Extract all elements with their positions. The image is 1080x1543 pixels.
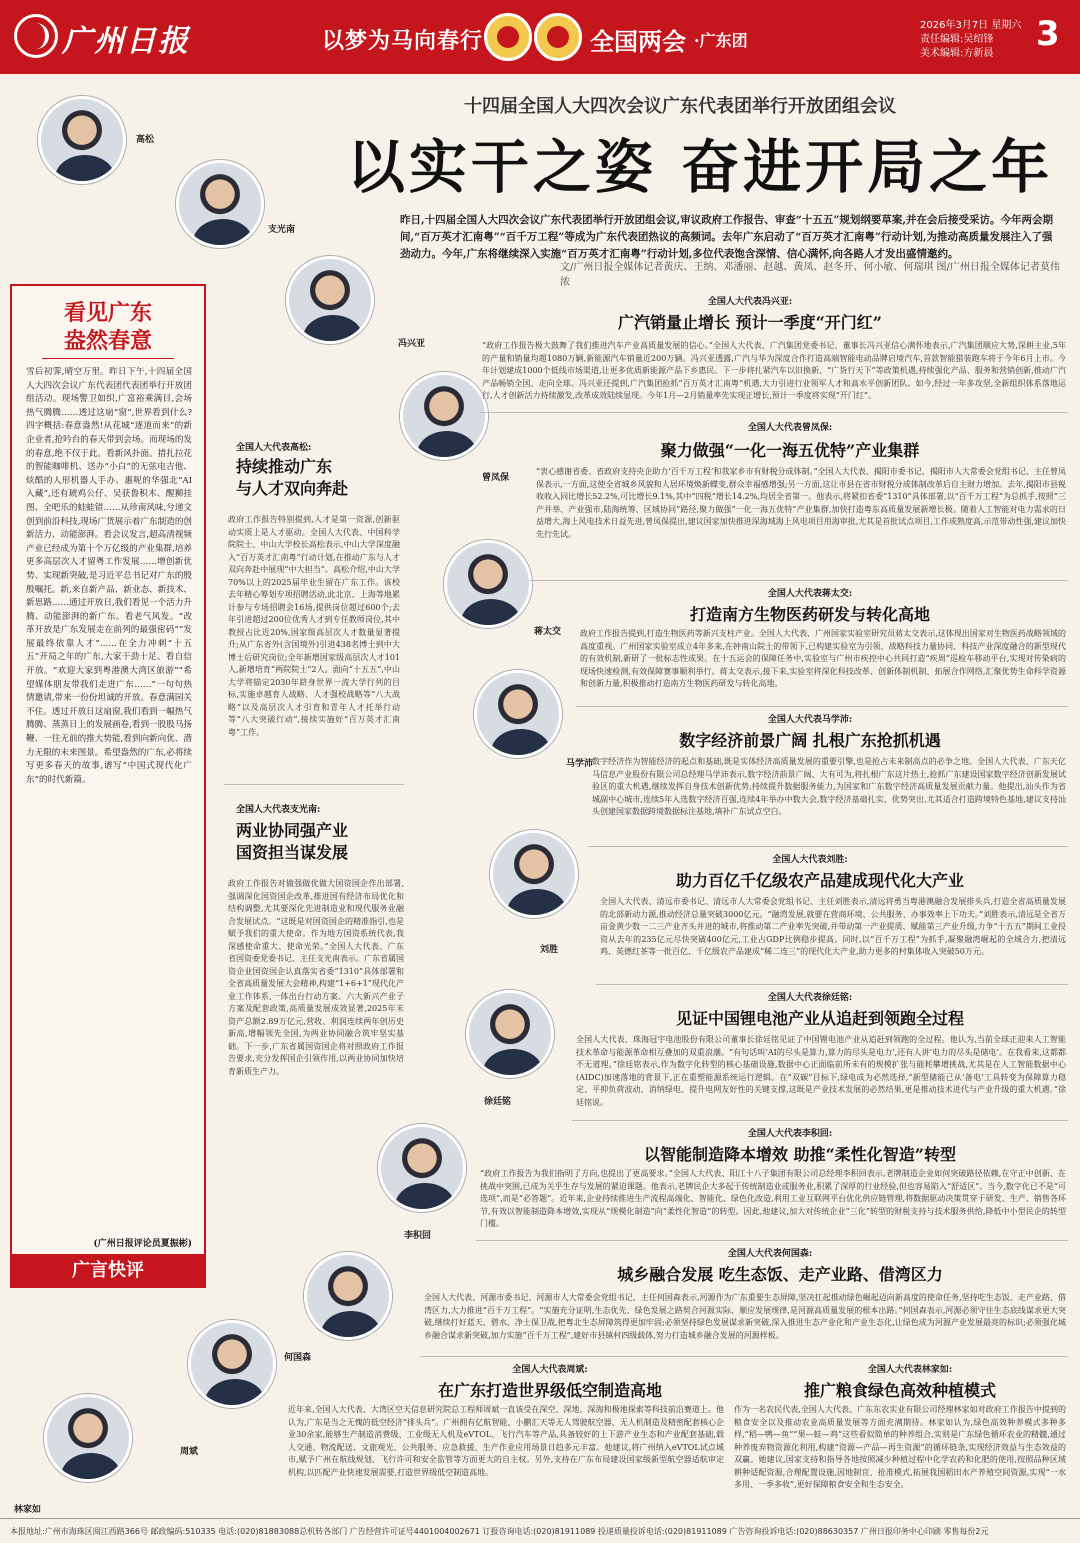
story-body-lijihui: “政府工作报告为我们指明了方向,也提出了更高要求。”全国人大代表、阳江十八子集团有限公司总经理李积回表示,老牌制造企业如何突破路径依赖,在守正中创新、在挑战中突围,已成为关乎生存与发展的紧迫课题。他表示,老牌民企大多起于传统制造业或服务业,积累了深厚的行业经验,但也容易陷入“舒适区”。当今,数字化已不是“可选项”,而是“必答题”。近年来,企业持续推进生产流程高端化、智能化、绿色化改造,利用工业互联网平台优化供应链管理,将数据驱动决策贯穿于研发、生产、销售各环节,有效以智能制造降本增效,实现从“规模化制造”向“柔性化智造”的转型。因此,他建议,加大对传统企业“三化”转型的财税支持与技术服务供给,降低中小型民企的转型门槛。 [480,1169,1066,1228]
lead-headline: 以实干之姿 奋进开局之年 [346,133,1054,201]
newspaper-logo-icon [14,14,58,58]
story-kicker-xutingming: 全国人大代表徐廷铭: [767,993,853,1003]
rep-photo-zengfengbao [400,372,488,460]
masthead [0,0,1080,74]
story-kicker-liusheng: 全国人大代表刘胜: [772,855,848,865]
story-title-lijihui: 以智能制造降本增效 助推“柔性化智造”转型 [644,1145,956,1164]
art-editor: 美术编辑:方新晨 [920,48,994,59]
story-title-fengxingya: 广汽销量止增长 预计一季度“开门红” [618,313,882,332]
rep-photo-gaosong [38,96,126,184]
lead-kicker: 十四届全国人大四次会议广东代表团举行开放团组会议 [464,96,896,117]
story-body-gaosong: 政府工作报告特别提到,人才是第一资源,创新驱动实质上是人才驱动。全国人大代表、中国科学院院士、中山大学校长高松表示,中山大学深度融入“百万英才汇南粤”行动计划,在推动广东与人才双向奔赴中展现“中大担当”。高松介绍,中山大学70%以上的2025届毕业生留在广东工作。该校去年精心筹划专项招聘活动,此北京、上海等地累计参与专场招聘会16场,提供岗位超过600个;去年引进超过200位优秀人才到专任教师岗位,其中教授占比近20%,国家级高层次人才数量显著提升;从广东省外(含国境外)引进438名博士到中大博士后研究岗位;全年新增国家级高层次人才101人,新增培育“两院院士”2人。面向“十五五”,中山大学将锚定2030年跻身世界一流大学行列的目标,实施卓越育人战略、人才强校战略等“八大战略”以及高层次人才引育和青年人才托举行动等“八大突破行动”,接续实施好“百万英才汇南粤”工作。 [228,515,400,737]
story-kicker-jiangtaijiao: 全国人大代表蒋太交: [767,589,853,599]
commentary-body: 雪后初霁,晴空万里。昨日下午,十四届全国人大四次会议广东代表团代表团举行开放团组活动。现场警卫如织,广富裕乘满目,会场热气腾腾……透过这扇“窗”,世界看到什么?四字概括:春意盎然!从花城“逐道而来”的新企业者,抢吟台的春天带到会场。而现场的发的春意,绝不仅于此。看新风扑面。措扎拉花的智能咖啡机、送办“小白”的无弦电吉他、炫酷的人形机器人手办、惠呢的华强北“AI入藏”,还有琥鸡公仔、吴获鲁积木、醒狮挂图、全吧乐的蛙蛙错……从珍南风味,兮递文创到前沿科技,现场广货展示着广东制造的创新活力、动能澎湃。看会议发言,超高清视频产业已经成为第十个万亿级的产业集群,培养更多高层次人才留粤工作发展……增创新优势、实现新突破,是习近平总书记对广东的殷殷嘱托。新,来自新产品、新业态、新技术、新思路……通过开放日,我们看见一个活力升腾、动能澎湃的新广东。看老气风发。“改革开放是广东发展走在前列的最强密码”“发展最终依靠人才”……在全力冲刺“十五五”开局之年的广东,大家干劲十足。看自信开放。“欢迎大家到粤港澳大湾区旅游”“希望媒体朋友带我们走进广东……”一句句热情邀请,带来一份份坦诚的开放。春意满园关不住。透过开放日这扇窗,我们看到一幅热气腾腾、蒸蒸日上的发展画卷,看到一股股马扬鞭、一往无前的推大势能,看到向新向优、潜力无限的未来图景。希望盎然的广东,必将续写更多春天的故事,谱写“中国式现代化广东”的时代新篇。 [26,367,193,785]
divider [576,706,1068,707]
story-body-liusheng: 全国人大代表、清远市委书记、清远市人大常委会党组书记、主任刘胜表示,清远将勇当粤港澳融合发展排头兵,打造全省高质量发展的北部新动力源,推动经济总量突破3000亿元。“融湾发展,就要在营商环境、公共服务、办事效率上下功夫。”刘胜表示,清远是全省万亩金黄少数一二三产业齐头并进的城市,将推动第二产业率先突破,并带动第一产业提质、赋能第三产业升级,力争“十五五”期间工业投资从去年的235亿元尽快突破400亿元,工业占GDP比例稳步提高。同时,以“百千万工程”为抓手,凝聚融湾崛起的全域合力,把清远鸡、英德红茶等一批百亿、千亿级农产品建成“稀二连三”的现代化大产业,助力更多的村集体收入突破50万元。 [600,897,1066,956]
divider [588,846,1068,847]
story-title-liusheng: 助力百亿千亿级农产品建成现代化大产业 [675,871,964,890]
story-body-zhoubin: 近年来,全国人大代表、大湾区空天信息研究院总工程师周斌一直该受在深空、深地、深海和极地探索等科技前沿赛道上。他认为,广东是当之无愧的低空经济“排头兵”。广州拥有亿航智能、小鹏汇天等无人驾驶航空器、无人机制造及精密配套核心企业30余家,能够生产制造消费级、工业级无人机及eVTOL、飞行汽车等产品,具备较好的上下游产业生态和产业配套基础,载人交通、物流配送、文旅观光、公共服务、应急救援、生产作业应用场景日趋多元丰富。他建议,将广州纳入eVTOL试点城市,赋予广州在航线规划、飞行许可和安全监管等方面更大的自主权。另外,支持在广东布局建设国家级新型航空器适航审定机构,以匹配产业快速发展需要,打造世界级低空制造高地。 [288,1405,724,1477]
rep-photo-xutingming [466,990,554,1078]
story-kicker-lijihui: 全国人大代表李积回: [747,1129,833,1139]
story-kicker-zengfengbao: 全国人大代表曾凤保: [747,423,833,433]
rep-photo-liusheng [490,830,578,918]
national-emblem-icon [484,13,532,61]
commentary-title-line1: 看见广东 [63,300,152,326]
section-title: 全国两会 [590,27,686,56]
story-title-gaosong-line2: 与人才双向奔赴 [236,479,349,498]
rep-photo-zhoubin [188,1320,276,1408]
story-body-heguosen: 全国人大代表、河源市委书记、河源市人大常委会党组书记、主任何国森表示,河源作为广东重要生态屏障,坚决扛起推动绿色崛起迈向新高度的使命任务,坚持吃生态饭、走产业路、借湾区力,大力推进“百千万工程”。“实施充分证明,生态优先、绿色发展之路契合河源实际、顺应发展规律,是河源高质量发展的根本出路。”何国森表示,河源必须守住生态底线谋求更大突破,继续打好蓝天、碧水、净土保卫战,把粤北生态屏障筑得更加牢固;必须坚持绿色发展谋求新突破,深入推进生态产业化和产业生态化,让绿色成为河源产业发展最亮的标识;必须强化城乡融合谋求新突破,加力实施“百千万工程”,建好市县镇村四级载体,努力打造城乡融合发展的河源样板。 [424,1293,1066,1340]
rep-name-fengxingya: 冯兴亚 [398,339,426,349]
rep-photo-fengxingya [286,256,374,344]
commentary-title-line2: 盎然春意 [63,328,152,354]
rep-name-maxuepei: 马学沛 [566,759,594,769]
story-kicker-zhiguangnan: 全国人大代表支光南: [236,805,321,815]
story-title-heguosen: 城乡融合发展 吃生态饭、走产业路、借湾区力 [617,1265,943,1284]
story-kicker-gaosong: 全国人大代表高松: [236,443,312,453]
column-label: 广言快评 [10,1254,206,1288]
issue-date: 2026年3月7日 星期六 [920,20,1022,31]
rep-photo-linjiaru [44,1394,132,1482]
npc-emblem-icon [534,13,582,61]
divider [480,412,1068,413]
story-title-jiangtaijiao: 打造南方生物医药研发与转化高地 [689,605,930,624]
commentary-box [10,284,206,1288]
story-body-fengxingya: “政府工作报告极大鼓舞了我们推进汽车产业高质量发展的信心。”全国人大代表、广汽集团党委书记、董事长冯兴亚信心满怀地表示,广汽集团顺应大势,深耕主业,5年的产量和销量均超1080万辆,新能源汽车销量近200万辆。冯兴亚透露,广汽与华为深度合作打造高端智能电动品牌启境汽车,首款智能猎装跑车将于今年6月上市。今年计划建成1000个低线市场渠道,让更多优质新能源产品下乡惠民。下一步将扎紧汽车以旧换新、“广货行天下”等政策机遇,持续强化产品、服务和营销创新,推动广汽产品畅销全国、走向全球。冯兴亚还提到,广汽集团抢抓“百万英才汇南粤”机遇,大力引进行业领军人才和高水平创新团队。如今,经过一年多攻坚,全新组织体系落地运行,人才创新活力持续激发,改革成效陆续显现。今年1月—2月销量率先实现正增长,预计一季度将实现“开门红”。 [482,341,1066,400]
rep-photo-heguosen [304,1252,392,1340]
story-title-xutingming: 见证中国锂电池产业从追赶到领跑全过程 [675,1009,964,1028]
rep-name-zengfengbao: 曾凤保 [482,473,510,483]
rep-name-heguosen: 何国森 [284,1353,312,1363]
rep-name-zhoubin: 周斌 [180,1447,199,1457]
story-body-zhiguangnan: 政府工作报告对做强做优做大国资国企作出部署,强调深化国资国企改革,推进国有经济布局优化和结构调整,尤其要深化先进制造业和现代服务业融合发展试点。“这既是对国资国企的精准指引,也是赋予我们的重大使命。作为地方国资系统代表,我深感使命重大、使命光荣。”全国人大代表、广东省国资委党委书记、主任支光南表示。广东省属国资企业国资国企认真落实省委“1310”具体部署和全省高质量发展大会精神,构建“1+6+1”现代化产业工作体系,一体出台行动方案、六大新兴产业子方案及配套政策,高质量发展成效显著,2025年末资产总额2.89万亿元,营收、利润连续两年创历史新高,增幅领先全国,为两业协同融合筑牢坚实基础。下一步,广东省属国资国企将对照政府工作报告要求,充分发挥国企引领作用,以两业协同加快培育新质生产力。 [228,879,404,1076]
story-title-zengfengbao: 聚力做强“一化一海五优特”产业集群 [660,441,920,460]
story-kicker-linjiaru: 全国人大代表林家如: [867,1365,953,1375]
rep-photo-zhiguangnan [176,160,264,248]
rep-name-linjiaru: 林家如 [14,1505,42,1515]
story-title-zhiguangnan-line2: 国资担当谋发展 [236,843,349,862]
divider [224,784,404,785]
story-body-linjiaru: 作为一名农民代表,全国人大代表、广东东农实业有限公司经理林家如对政府工作报告中提到的粮食安全以及推动农业高质量发展等方面充满期待。林家如认为,绿色高效种养模式多种多样,“稻—鸭—鱼”“果—蛙—鸡”这些看似简单的种养组合,实则是广东绿色循环农业的精髓,通过种养废弃物资源化利用,构建“资源—产品—再生资源”的循环链条,实现经济效益与生态效益的双赢。她建议,国家支持和指导各地按照减少种植过程中化学农药和化肥的使用,按照品种区域耕种适配资源,合理配置设施,因地制宜、抢准模式,拓展我国稻田水产养殖空间资源,实现“一水多用、一季多收”,更好保障粮食安全和生态安全。 [734,1405,1066,1489]
responsible-editor: 责任编辑:吴绍锋 [920,34,994,45]
lead-paragraph: 昨日,十四届全国人大四次会议广东代表团举行开放团组会议,审议政府工作报告、审查“十五五”规划纲要草案,并在会后接受采访。今年两会期间,“百万英才汇南粤”“百千万工程”等成为广东代表团热议的高频词。去年广东启动了“百万英才汇南粤”行动计划,为推动高质量发展注入了强劲动力。今年,广东将继续深入实施“百万英才汇南粤”行动计划,多位代表饱含深情、信心满怀,向各路人才发出盛情邀约。 [400,214,1054,260]
slogan: 以梦为马向春行 [322,29,484,54]
rep-photo-jiangtaijiao [444,540,532,628]
divider [572,1120,1068,1121]
byline: 文/广州日报全媒体记者黄庆、王纳、邓潘丽、赵越、黄凤、赵冬开、何小敏、何瑞琪 图/广州日报全媒体记者莫伟浓 [560,262,1060,288]
newspaper-logo: 广州日报 [62,24,190,59]
story-title-zhiguangnan-line1: 两业协同强产业 [236,821,349,840]
story-body-jiangtaijiao: 政府工作报告提到,打造生物医药等新兴支柱产业。全国人大代表、广州国家实验室研究员蒋太交表示,这体现出国家对生物医药战略领域的高度重视。广州国家实验室成立4年多来,在钟南山院士的带领下,已构建实验室为引领、战略科技力量协同、科技产业深度融合的新型现代的有效机制,新研了一批标志性成果。在十五运会的保障任务中,实验室与广州市疾控中心共同打造“疾周”巡检车移动平台,实现对传染病的现场快速检测,有效保障赛事顺利举行。蒋太交表示,接下来,实验室将深化科技改革、创新体制机制、拓展合作网络,汇聚优势生命科学资源和创新力量,积极推动打造南方生物医药研发与转化高地。 [580,629,1066,688]
story-body-xutingming: 全国人大代表、珠海冠宇电池股份有限公司董事长徐廷铭见证了中国锂电池产业从追赶到领跑的全过程。他认为,当前全球正迎来人工智能技术革命与能源革命相互叠加的双重浪潮。“有句话叫‘AI的尽头是算力,算力的尽头是电力’,还有人讲‘电力的尽头是储电’。在我看来,这都都不无道理。”徐廷铭表示,作为数字化转型的核心基础设施,数据中心正面临前所未有的规模扩张与能耗攀增挑战,尤其是在人工智能数据中心(AIDC)加速落地的背景下,正在重塑能源系统运行逻辑。在“双碳”目标下,绿电成为必然选择,“新型储能已从‘备电’工具转变为保障算力稳定、平抑负荷波动、消纳绿电、提升电网友好性的关键支撑,这既是产业技术发展的必然结果,更是推动技术进代与产业升级的重大机遇。”徐廷铭说。 [576,1035,1066,1107]
story-kicker-zhoubin: 全国人大代表周斌: [512,1365,588,1375]
rep-name-zhiguangnan: 支光南 [268,225,296,235]
story-kicker-maxuepei: 全国人大代表马学沛: [767,715,853,725]
page-number: 3 [1036,14,1060,54]
story-kicker-heguosen: 全国人大代表何国森: [727,1249,813,1259]
story-title-maxuepei: 数字经济前景广阔 扎根广东抢抓机遇 [679,731,941,750]
rep-name-lijihui: 李积回 [404,1231,432,1241]
story-title-zhoubin: 在广东打造世界级低空制造高地 [437,1381,662,1400]
story-kicker-fengxingya: 全国人大代表冯兴亚: [707,297,793,307]
section-subtitle: ·广东团 [694,31,748,50]
divider [476,1240,1068,1241]
divider [420,1356,1068,1357]
rep-photo-maxuepei [474,670,562,758]
divider [42,358,174,359]
rep-name-xutingming: 徐廷铭 [484,1097,512,1107]
rep-name-liusheng: 刘胜 [540,945,559,955]
commentary-author: (广州日报评论员夏振彬) [93,1239,192,1249]
story-body-zengfengbao: “衷心感谢省委、省政府支持央企助力‘百千万工程’和我家乡市有财税分成体制。”全国人大代表、揭阳市委书记、揭阳市人大常委会党组书记、主任曾凤保表示,一方面,这使全省城乡风貌和人居环境焕新蝶变,群众幸福感增强;另一方面,这让市县在省市财税分成体制改革后自主财力增加。去年,揭阳市县税收收入同比增长52.2%,可比增长9.1%,其中“四税”增长14.2%,均居全省第一。他表示,将紧扣省委“1310”具体部署,以“百千万工程”为总抓手,按照“三产并举、产业强市,陆海统筹、区域协同”路径,聚力做强“一化一海五优特”产业集群,加快打造粤东高质量发展新增长极。随着人工智能对电力需求的日益增大,海上风电技术日益先进,曾凤保提出,建议国家加快推进深海域海上风电项目用海审批,尤其是首批试点项目,工作成熟度高,示范带动性强,建议加快先行先试。 [536,467,1066,539]
story-body-maxuepei: 数字经济作为智能经济的起点和基础,既是实体经济高质量发展的重要引擎,也是抢占未来制高点的必争之地。全国人大代表、广东天亿马信息产业股份有限公司总经理马学沛表示,数字经济前景广阔、大有可为,将扎根广东这片热土,抢抓广东建设国家数字经济创新发展试验区的重大机遇,继续发挥自身技术创新优势,持续提升数据服务能力,为国家和广东数字经济高质量发展贡献力量。他提出,汕头作为省城副中心城市,连续5年入选数字经济百强,连续4年举办中数大会,数字经济基础扎实、优势突出,尤其适合打造跨境特色基地,建议支持汕头创建国家数据跨境数据标注基地,填补广东试点空白。 [592,757,1066,816]
footer-info: 本报地址:广州市海珠区阅江西路366号 邮政编码:510335 电话:(020)81883088总机转各部门 广告经营许可证号4401004002671 订报咨询电话:(020)81911089 投递质量投诉电话:(020)81911089 广告咨询投诉电话:(020)88630357 广州日报印务中心印刷 零售每份2元 [0,1518,1080,1543]
rep-name-jiangtaijiao: 蒋太交 [534,627,562,637]
divider [530,580,1068,581]
story-title-linjiaru: 推广粮食绿色高效种植模式 [803,1381,996,1400]
divider [596,984,1068,985]
story-title-gaosong-line1: 持续推动广东 [236,457,333,476]
rep-name-gaosong: 高松 [136,135,155,145]
